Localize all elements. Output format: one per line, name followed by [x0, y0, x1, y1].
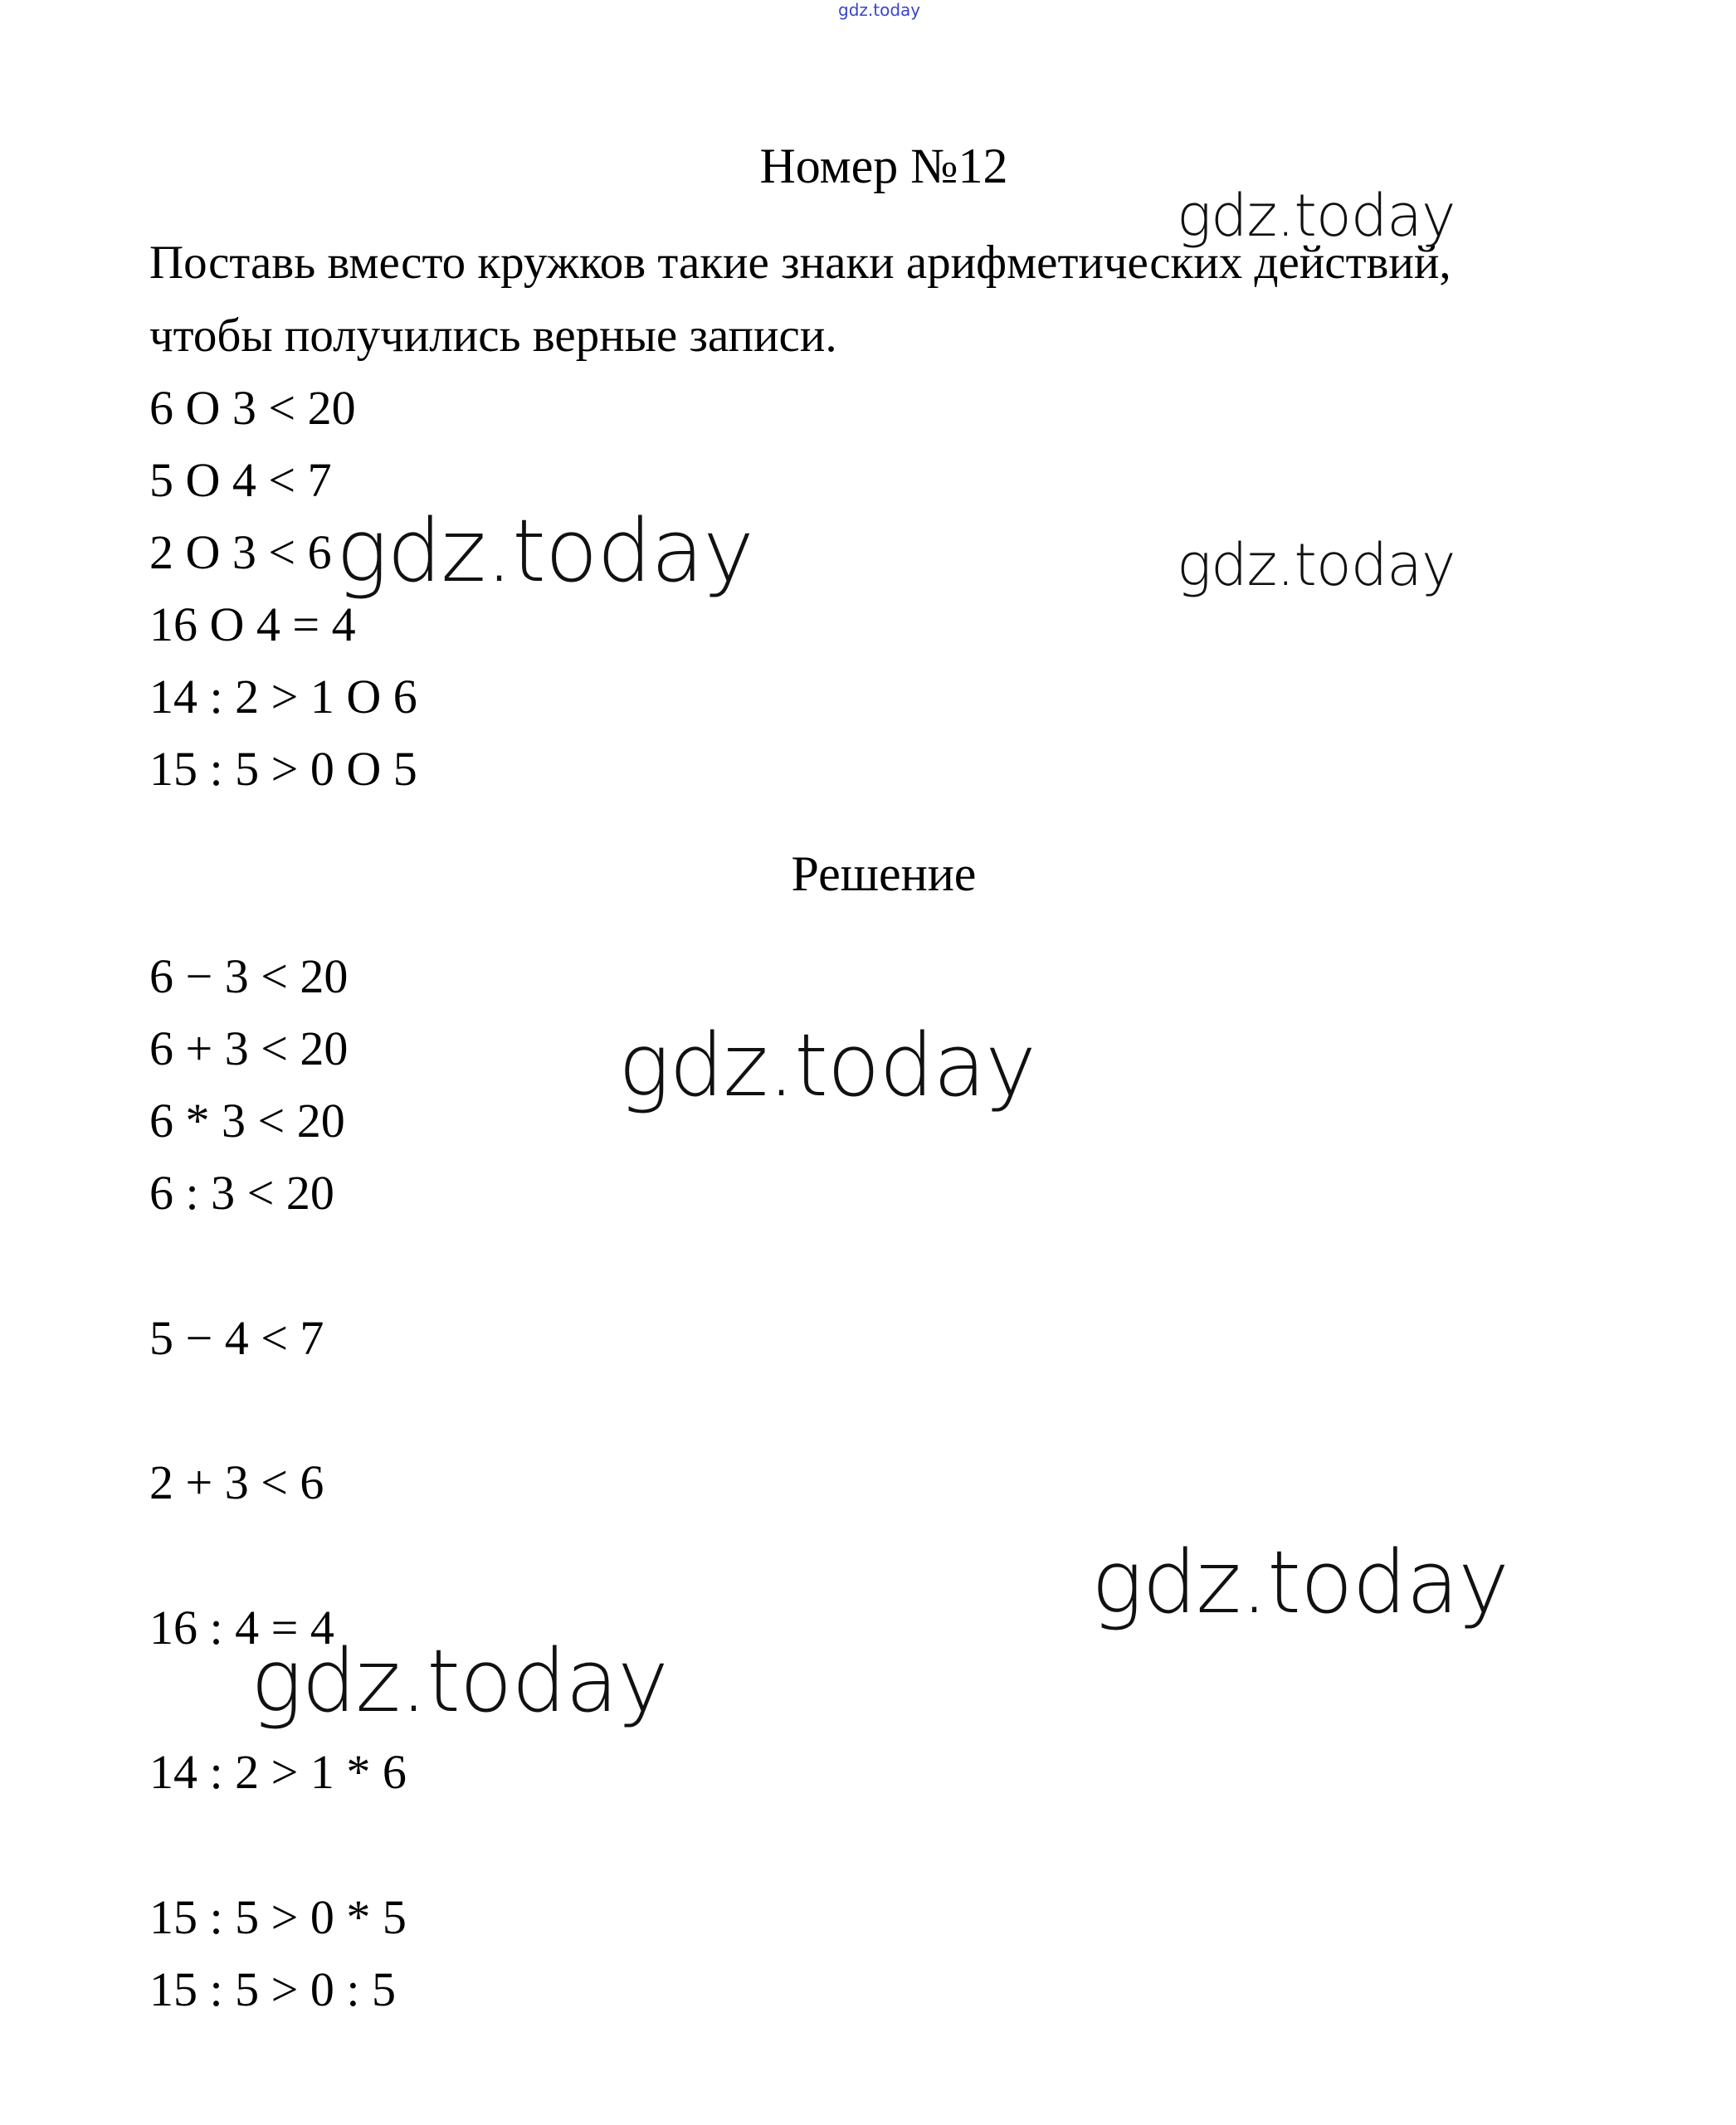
solution-4: 6 : 3 < 20 — [149, 1166, 334, 1220]
solution-3: 6 * 3 < 20 — [149, 1094, 345, 1148]
exercise-4: 16 O 4 = 4 — [149, 597, 356, 651]
solution-title: Решение — [791, 846, 977, 901]
solution-10: 15 : 5 > 0 : 5 — [149, 1962, 396, 2016]
exercise-2: 5 O 4 < 7 — [149, 453, 332, 507]
solution-2: 6 + 3 < 20 — [149, 1021, 349, 1075]
task-text-line-2: чтобы получились верные записи. — [149, 309, 837, 362]
solution-7: 16 : 4 = 4 — [149, 1601, 334, 1655]
solution-8: 14 : 2 > 1 * 6 — [149, 1745, 407, 1799]
exercise-3: 2 O 3 < 6 — [149, 525, 332, 579]
watermark-text: gdz.today — [336, 500, 753, 602]
watermark-text: gdz.today — [618, 1015, 1036, 1116]
watermark-text: gdz.today — [1177, 531, 1456, 599]
page-title: Номер №12 — [759, 139, 1008, 193]
solution-1: 6 − 3 < 20 — [149, 949, 349, 1003]
watermark-text: gdz.today — [251, 1630, 668, 1732]
watermark-text: gdz.today — [1091, 1532, 1509, 1633]
exercise-6: 15 : 5 > 0 O 5 — [149, 742, 417, 796]
exercise-1: 6 O 3 < 20 — [149, 381, 356, 435]
solution-5: 5 − 4 < 7 — [149, 1311, 324, 1365]
watermark-text: gdz.today — [1177, 182, 1456, 250]
top-watermark-link[interactable]: gdz.today — [838, 0, 921, 20]
task-text-line-1: Поставь вместо кружков такие знаки арифметических действий, — [149, 236, 1451, 289]
solution-6: 2 + 3 < 6 — [149, 1455, 324, 1509]
solution-9: 15 : 5 > 0 * 5 — [149, 1890, 407, 1944]
exercise-5: 14 : 2 > 1 O 6 — [149, 670, 417, 724]
